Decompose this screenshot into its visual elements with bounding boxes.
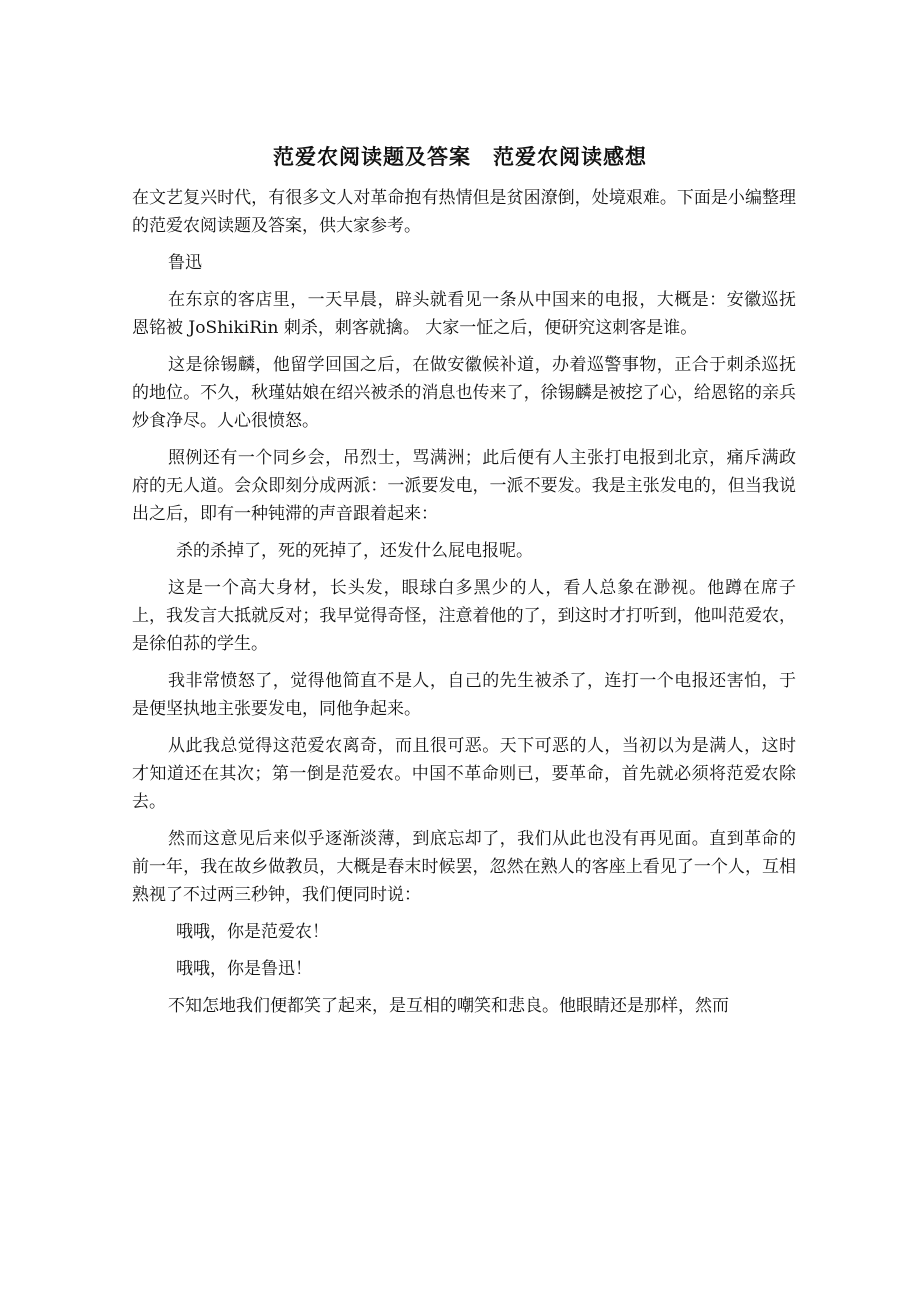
quote-line: 杀的杀掉了，死的死掉了，还发什么屁电报呢。 (176, 541, 533, 561)
paragraph: 这是一个高大身材，长头发，眼球白多黑少的人，看人总象在渺视。他蹲在席子上，我发言大抵就反对；我早觉得奇怪，注意着他的了，到这时才打听到，他叫范爱农，是徐伯荪的学生。 (132, 578, 796, 654)
paragraph: 不知怎地我们便都笑了起来，是互相的嘲笑和悲良。他眼睛还是那样，然而 (168, 996, 729, 1016)
author-line: 鲁迅 (168, 253, 202, 273)
quote-line: 哦哦，你是范爱农！ (176, 922, 329, 942)
paragraph: 我非常愤怒了，觉得他简直不是人，自己的先生被杀了，连打一个电报还害怕，于是便坚执地主张要发电，同他争起来。 (132, 671, 796, 719)
paragraph: 在东京的客店里，一天早晨，辟头就看见一条从中国来的电报，大概是：安徽巡抚恩铭被 JoShikiRin 刺杀，刺客就擒。 大家一怔之后，便研究这刺客是谁。 (132, 290, 796, 338)
paragraph: 从此我总觉得这范爱农离奇，而且很可恶。天下可恶的人，当初以为是满人，这时才知道还在其次；第一倒是范爱农。中国不革命则已，要革命，首先就必须将范爱农除去。 (132, 736, 796, 812)
quote-line: 哦哦，你是鲁迅！ (176, 959, 312, 979)
paragraph: 这是徐锡麟，他留学回国之后，在做安徽候补道，办着巡警事物，正合于刺杀巡抚的地位。不久，秋瑾姑娘在绍兴被杀的消息也传来了，徐锡麟是被挖了心，给恩铭的亲兵炒食净尽。人心很愤怒。 (132, 355, 796, 431)
document-title: 范爱农阅读题及答案 范爱农阅读感想 (273, 144, 647, 169)
paragraph: 照例还有一个同乡会，吊烈士，骂满洲；此后便有人主张打电报到北京，痛斥满政府的无人道。会众即刻分成两派：一派要发电，一派不要发。我是主张发电的，但当我说出之后，即有一种钝滞的声音跟着起来： (132, 448, 796, 524)
paragraph: 然而这意见后来似乎逐渐淡薄，到底忘却了，我们从此也没有再见面。直到革命的前一年，我在故乡做教员，大概是春末时候罢，忽然在熟人的客座上看见了一个人，互相熟视了不过两三秒钟，我们便同时说： (132, 829, 796, 905)
document-body (132, 184, 796, 1029)
intro-paragraph: 在文艺复兴时代，有很多文人对革命抱有热情但是贫困潦倒，处境艰难。下面是小编整理的范爱农阅读题及答案，供大家参考。 (132, 188, 796, 236)
